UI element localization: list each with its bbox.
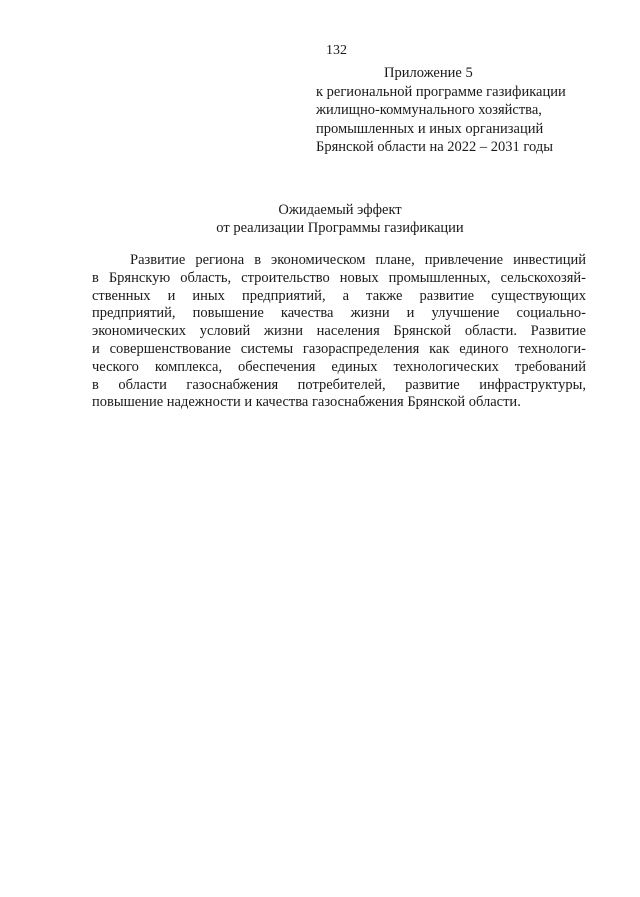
paragraph-line: и совершенствование системы газораспределения как единого технологи- <box>92 340 586 357</box>
paragraph-line: повышение надежности и качества газоснабжения Брянской области. <box>92 394 521 411</box>
page-number: 132 <box>326 43 347 58</box>
paragraph-line: экономических условий жизни населения Брянской области. Развитие <box>92 323 586 340</box>
paragraph-line: в Брянскую область, строительство новых промышленных, сельскохозяй- <box>92 269 586 286</box>
paragraph-line: ческого комплекса, обеспечения единых технологических требований <box>92 358 586 375</box>
heading-line: от реализации Программы газификации <box>216 219 464 236</box>
appendix-line: Брянской области на 2022 – 2031 годы <box>316 139 553 156</box>
paragraph-line: Развитие региона в экономическом плане, привлечение инвестиций <box>130 252 586 268</box>
appendix-line: жилищно-коммунального хозяйства, <box>316 102 542 119</box>
body-paragraph <box>92 252 586 412</box>
section-heading <box>100 202 580 237</box>
appendix-line: к региональной программе газификации <box>316 83 566 100</box>
paragraph-line: в области газоснабжения потребителей, развитие инфраструктуры, <box>92 376 586 393</box>
heading-line: Ожидаемый эффект <box>278 202 402 218</box>
paragraph-line: предприятий, повышение качества жизни и улучшение социально- <box>92 305 586 322</box>
appendix-line: промышленных и иных организаций <box>316 120 544 137</box>
paragraph-line: ственных и иных предприятий, а также развитие существующих <box>92 287 586 304</box>
appendix-title: Приложение 5 <box>384 65 473 81</box>
appendix-block <box>316 64 586 157</box>
